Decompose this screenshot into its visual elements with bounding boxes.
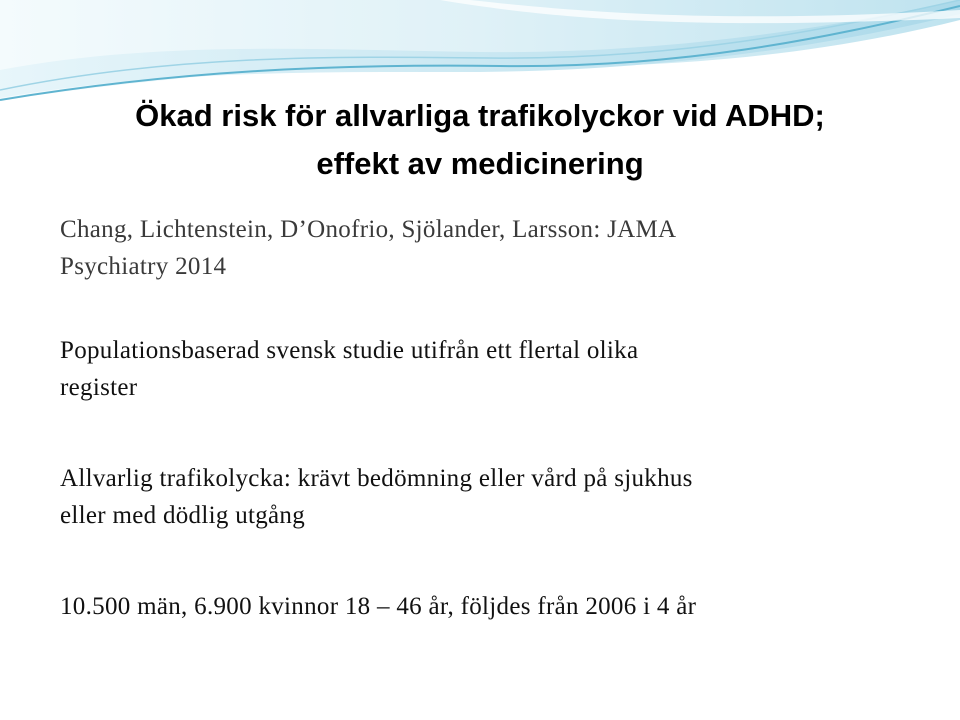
- study-paragraph: [60, 332, 920, 406]
- study-line-2: register: [60, 374, 138, 401]
- title-line-2: effekt av medicinering: [316, 146, 644, 181]
- population-line: 10.500 män, 6.900 kvinnor 18 – 46 år, följdes från 2006 i 4 år: [60, 593, 697, 620]
- wave-band-back: [0, 0, 960, 100]
- reference-line-1: Chang, Lichtenstein, D’Onofrio, Sjölander, Larsson: JAMA: [60, 216, 677, 243]
- population-paragraph: [60, 588, 920, 625]
- reference-line-2: Psychiatry 2014: [60, 253, 227, 280]
- study-line-1: Populationsbaserad svensk studie utifrån ett flertal olika: [60, 337, 639, 364]
- definition-line-2: eller med dödlig utgång: [60, 502, 306, 529]
- title-line-1: Ökad risk för allvarliga trafikolyckor vid ADHD;: [135, 98, 825, 133]
- definition-paragraph: [60, 460, 920, 534]
- definition-line-1: Allvarlig trafikolycka: krävt bedömning eller vård på sjukhus: [60, 465, 693, 492]
- reference-paragraph: [60, 211, 920, 285]
- slide-title: [40, 92, 920, 188]
